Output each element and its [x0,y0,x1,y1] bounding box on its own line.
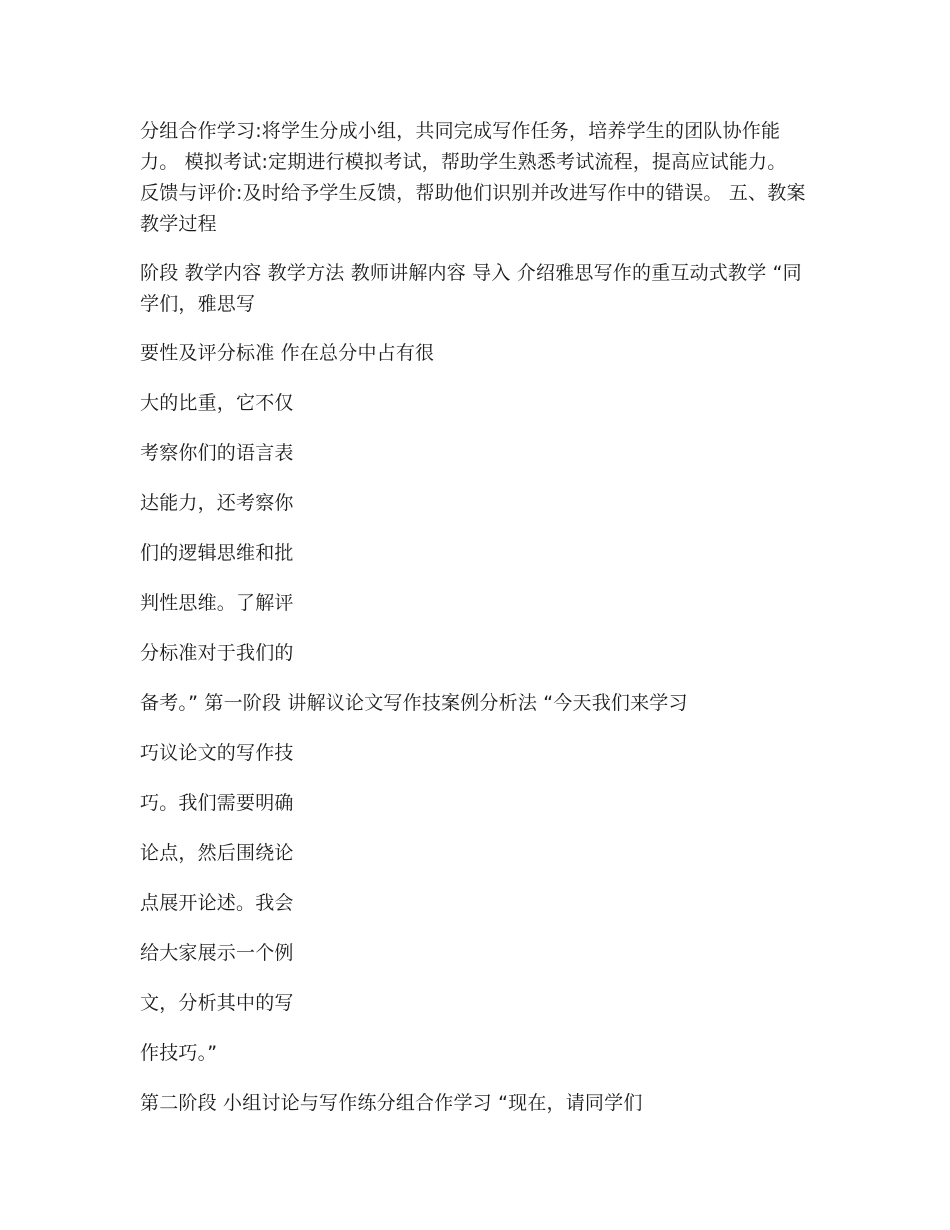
text-line: 文，分析其中的写 [140,992,294,1014]
paragraph-process-header: 阶段 教学内容 教学方法 教师讲解内容 导入 介绍雅思写作的重互动式教学 “同学们，雅思写 [140,262,802,315]
text-line: 达能力，还考察你 [140,492,294,514]
text-line-list [140,338,810,1119]
text-line: 判性思维。了解评 [140,592,294,614]
document-page [140,116,810,1138]
text-line: 们的逻辑思维和批 [140,542,294,564]
text-line: 大的比重，它不仅 [140,392,294,414]
paragraph-teaching-methods: 分组合作学习:将学生分成小组，共同完成写作任务，培养学生的团队协作能力。 模拟考试:定期进行模拟考试，帮助学生熟悉考试流程，提高应试能力。 反馈与评价:及时给予学生反馈，帮助他们识别并改进写作中的错误。 五、教案教学过程 [140,120,806,235]
text-line: 备考。” 第一阶段 讲解议论文写作技案例分析法 “今天我们来学习 [140,692,688,714]
text-line: 给大家展示一个例 [140,942,294,964]
text-line: 巧议论文的写作技 [140,742,294,764]
text-line: 巧。我们需要明确 [140,792,294,814]
text-line: 点展开论述。我会 [140,892,294,914]
text-line: 作技巧。” [140,1042,218,1064]
text-line: 论点，然后围绕论 [140,842,294,864]
text-line: 要性及评分标准 作在总分中占有很 [140,342,435,364]
text-line: 第二阶段 小组讨论与写作练分组合作学习 “现在，请同学们 [140,1092,643,1114]
text-line: 分标准对于我们的 [140,642,294,664]
text-line: 考察你们的语言表 [140,442,294,464]
